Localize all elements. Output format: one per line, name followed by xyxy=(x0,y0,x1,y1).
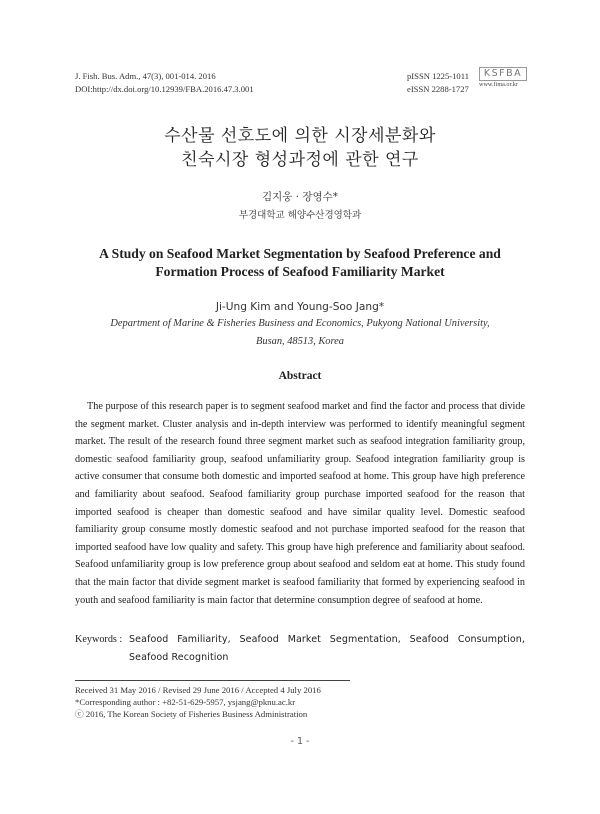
copyright-notice: ⓒ 2016, The Korean Society of Fisheries Business Administration xyxy=(75,709,308,720)
society-logo xyxy=(479,67,527,89)
affiliation-korean: 부경대학교 해양수산경영학과 xyxy=(238,210,362,221)
eissn: eISSN 2288-1727 xyxy=(407,83,469,94)
footnote-divider xyxy=(75,680,350,681)
journal-header xyxy=(75,70,254,95)
issn-block xyxy=(407,70,469,95)
affiliation-english-line-1: Department of Marine & Fisheries Business and Economics, Pukyong National University, xyxy=(110,318,490,329)
affiliation-english-line-2: Busan, 48513, Korea xyxy=(256,336,344,347)
title-korean-line-2: 친숙시장 형성과정에 관한 연구 xyxy=(181,150,419,170)
abstract-text: The purpose of this research paper is to segment seafood market and find the factor and process that divide the segment market. Cluster analysis and in-depth interview was performed to identify meaningful segment market. The result of the research found three segment market such as seafood integration familiarity group, domestic seafood familiarity group, seafood unfamiliarity group. Seafood integration familiarity group is active consumer that consume both domestic and imported seafood at home. This group have high preference and familiarity about seafood. Seafood familiarity group purchase imported seafood for the reason that imported seafood is cheaper than domestic seafood and have similar quality level. Domestic seafood familiarity group consume mostly domestic seafood and not purchase imported seafood for the reason that imported seafood have low quality and safety. This group have high preference and familiarity about seafood. Seafood unfamiliarity group is low preference group about seafood and seldom eat at home. This study found that the main factor that divide segment market is seafood familiarity that formed by experiencing seafood in youth and seafood familiarity is main factor that determine consumption degree of seafood at home. xyxy=(75,401,525,606)
title-english-line-2: Formation Process of Seafood Familiarity Market xyxy=(155,264,445,279)
title-english-line-1: A Study on Seafood Market Segmentation by Seafood Preference and xyxy=(99,246,501,261)
abstract-body xyxy=(75,398,525,609)
doi-link[interactable]: DOI:http://dx.doi.org/10.12939/FBA.2016.47.3.001 xyxy=(75,83,254,94)
keywords-text: Seafood Familiarity, Seafood Market Segmentation, Seafood Consumption, Seafood Recognition xyxy=(129,634,525,663)
title-korean-line-1: 수산물 선호도에 의한 시장세분화와 xyxy=(164,126,436,146)
received-dates: Received 31 May 2016 / Revised 29 June 2016 / Accepted 4 July 2016 xyxy=(75,685,321,695)
logo-text: KSFBA xyxy=(479,67,527,81)
keywords-label: Keywords : xyxy=(75,634,123,645)
journal-citation: J. Fish. Bus. Adm., 47(3), 001-014. 2016 xyxy=(75,71,216,81)
logo-url[interactable]: www.fima.or.kr xyxy=(479,81,518,88)
authors-korean: 김지웅 · 장영수* xyxy=(261,191,339,203)
footnotes xyxy=(75,684,321,721)
authors-english: Ji-Ung Kim and Young-Soo Jang* xyxy=(215,301,385,313)
page-number: - 1 - xyxy=(290,736,310,747)
pissn: pISSN 1225-1011 xyxy=(407,71,469,81)
corresponding-author: *Corresponding author : +82-51-629-5957, ysjang@pknu.ac.kr xyxy=(75,697,296,708)
keywords-block xyxy=(75,631,525,666)
abstract-heading: Abstract xyxy=(278,370,322,382)
